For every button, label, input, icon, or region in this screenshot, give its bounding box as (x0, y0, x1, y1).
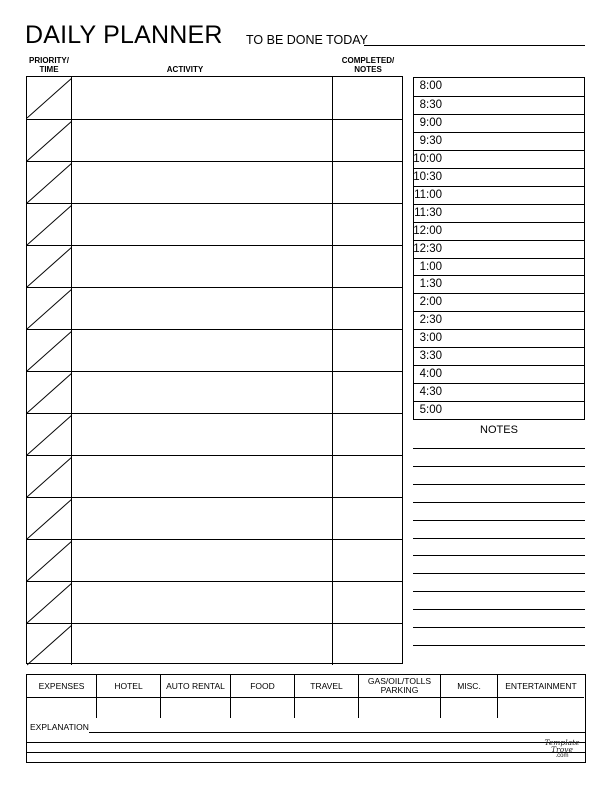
priority-time-cell[interactable] (27, 204, 72, 245)
expense-value-cell[interactable] (441, 697, 498, 718)
activity-cell[interactable] (72, 288, 333, 329)
completed-notes-cell[interactable] (333, 456, 403, 497)
time-slot[interactable] (414, 329, 584, 347)
activity-header: ACTIVITY (166, 65, 204, 74)
time-label: 4:30 (419, 386, 442, 399)
activity-cell[interactable] (72, 372, 333, 413)
todo-label: TO BE DONE TODAY (246, 33, 369, 47)
time-slot[interactable] (414, 132, 584, 150)
activity-cell[interactable] (72, 582, 333, 623)
notes-line[interactable] (413, 448, 585, 449)
time-label: 4:00 (419, 368, 442, 381)
todo-input-line[interactable] (364, 45, 585, 46)
expense-header: GAS/OIL/TOLLS PARKING (359, 675, 441, 697)
expense-header: EXPENSES (27, 675, 97, 697)
time-label: 11:00 (414, 188, 442, 201)
logo-line2: Trove (551, 745, 573, 754)
time-label: 12:30 (413, 242, 442, 255)
priority-time-cell[interactable] (27, 456, 72, 497)
diagonal-divider-icon (27, 582, 72, 624)
diagonal-divider-icon (27, 414, 72, 456)
time-slot[interactable] (414, 365, 584, 383)
time-label: 10:00 (413, 152, 442, 165)
time-slot[interactable] (414, 311, 584, 329)
priority-time-cell[interactable] (27, 77, 72, 119)
explanation-line[interactable] (27, 752, 585, 753)
activity-row (27, 455, 402, 497)
completed-header-line1: COMPLETED/ (341, 56, 395, 65)
diagonal-divider-icon (27, 372, 72, 414)
completed-notes-cell[interactable] (333, 330, 403, 371)
expense-value-cell[interactable] (359, 697, 441, 718)
priority-time-cell[interactable] (27, 414, 72, 455)
notes-line[interactable] (413, 520, 585, 521)
expense-header: AUTO RENTAL (161, 675, 231, 697)
time-label: 3:30 (419, 350, 442, 363)
diagonal-divider-icon (27, 162, 72, 204)
activity-row (27, 245, 402, 287)
activity-cell[interactable] (72, 204, 333, 245)
priority-time-cell[interactable] (27, 582, 72, 623)
priority-time-cell[interactable] (27, 288, 72, 329)
time-slot[interactable] (414, 383, 584, 401)
time-slot[interactable] (414, 96, 584, 114)
completed-notes-cell[interactable] (333, 582, 403, 623)
completed-notes-cell[interactable] (333, 414, 403, 455)
expense-value-cell[interactable] (97, 697, 161, 718)
time-slot[interactable] (414, 275, 584, 293)
notes-line[interactable] (413, 466, 585, 467)
activity-row (27, 413, 402, 455)
activity-row (27, 581, 402, 623)
priority-time-cell[interactable] (27, 624, 72, 665)
activity-cell[interactable] (72, 330, 333, 371)
activity-cell[interactable] (72, 162, 333, 203)
time-label: 11:30 (414, 206, 442, 219)
priority-header-line1: PRIORITY/ (28, 56, 69, 65)
notes-line[interactable] (413, 538, 585, 539)
completed-notes-cell[interactable] (333, 288, 403, 329)
time-slot[interactable] (414, 293, 584, 311)
diagonal-divider-icon (27, 120, 72, 162)
expense-header: HOTEL (97, 675, 161, 697)
expense-header: MISC. (441, 675, 498, 697)
expense-header: FOOD (231, 675, 295, 697)
priority-time-cell[interactable] (27, 246, 72, 287)
activity-row (27, 329, 402, 371)
activity-row (27, 287, 402, 329)
priority-time-cell[interactable] (27, 540, 72, 581)
time-slot[interactable] (414, 78, 584, 96)
time-label: 10:30 (413, 170, 442, 183)
activity-row (27, 539, 402, 581)
priority-time-cell[interactable] (27, 330, 72, 371)
time-label: 3:00 (419, 332, 442, 345)
diagonal-divider-icon (27, 498, 72, 540)
notes-line[interactable] (413, 591, 585, 592)
notes-title: NOTES (480, 424, 518, 436)
notes-line[interactable] (413, 627, 585, 628)
time-label: 9:30 (419, 134, 442, 147)
time-label: 1:30 (419, 278, 442, 291)
activity-cell[interactable] (72, 414, 333, 455)
diagonal-divider-icon (27, 624, 72, 666)
priority-header-line2: TIME (39, 65, 59, 74)
activity-cell[interactable] (72, 77, 333, 119)
time-slot[interactable] (414, 240, 584, 258)
notes-line[interactable] (413, 555, 585, 556)
expense-value-cell[interactable] (498, 697, 584, 718)
time-slot[interactable] (414, 222, 584, 240)
expense-table (26, 674, 586, 763)
time-slot[interactable] (414, 401, 584, 419)
time-label: 8:30 (419, 98, 442, 111)
notes-line[interactable] (413, 609, 585, 610)
activity-row (27, 77, 402, 119)
page-title: DAILY PLANNER (25, 21, 223, 49)
activity-row (27, 497, 402, 539)
completed-notes-cell[interactable] (333, 246, 403, 287)
completed-notes-header (332, 56, 404, 74)
template-trove-logo (543, 739, 581, 760)
time-slot[interactable] (414, 347, 584, 365)
time-slot[interactable] (414, 204, 584, 222)
completed-header-line2: NOTES (354, 65, 382, 74)
time-label: 2:30 (419, 314, 442, 327)
activity-row (27, 371, 402, 413)
time-label: 5:00 (419, 404, 442, 417)
diagonal-divider-icon (27, 204, 72, 246)
logo-line3: .com (555, 753, 569, 759)
time-label: 9:00 (419, 116, 442, 129)
time-slot[interactable] (414, 186, 584, 204)
completed-notes-cell[interactable] (333, 372, 403, 413)
activity-cell[interactable] (72, 498, 333, 539)
completed-notes-cell[interactable] (333, 624, 403, 665)
time-label: 1:00 (419, 260, 442, 273)
completed-notes-cell[interactable] (333, 540, 403, 581)
time-schedule-table (413, 77, 585, 420)
diagonal-divider-icon (27, 540, 72, 582)
diagonal-divider-icon (27, 77, 72, 119)
activity-row (27, 119, 402, 161)
explanation-line[interactable] (89, 732, 585, 733)
diagonal-divider-icon (27, 246, 72, 288)
notes-line[interactable] (413, 645, 585, 646)
activity-row (27, 161, 402, 203)
completed-notes-cell[interactable] (333, 77, 403, 119)
time-label: 12:00 (413, 224, 442, 237)
notes-line[interactable] (413, 484, 585, 485)
activity-cell[interactable] (72, 246, 333, 287)
activity-row (27, 623, 402, 665)
logo-line1: Template (544, 738, 580, 747)
completed-notes-cell[interactable] (333, 162, 403, 203)
activity-cell[interactable] (72, 540, 333, 581)
diagonal-divider-icon (27, 288, 72, 330)
time-slot[interactable] (414, 150, 584, 168)
expense-header: TRAVEL (295, 675, 359, 697)
explanation-label: EXPLANATION (30, 722, 89, 732)
explanation-line[interactable] (27, 742, 585, 743)
time-label: 2:00 (419, 296, 442, 309)
completed-notes-cell[interactable] (333, 204, 403, 245)
priority-time-cell[interactable] (27, 498, 72, 539)
activity-cell[interactable] (72, 624, 333, 665)
expense-value-cell[interactable] (295, 697, 359, 718)
time-label: 8:00 (419, 80, 442, 92)
notes-line[interactable] (413, 573, 585, 574)
activity-table (26, 76, 403, 664)
time-slot[interactable] (414, 168, 584, 186)
expense-value-cell[interactable] (161, 697, 231, 718)
completed-notes-cell[interactable] (333, 120, 403, 161)
notes-line[interactable] (413, 502, 585, 503)
expense-header: ENTERTAINMENT (505, 680, 577, 691)
activity-row (27, 203, 402, 245)
activity-cell[interactable] (72, 456, 333, 497)
expense-value-cell[interactable] (231, 697, 295, 718)
priority-time-cell[interactable] (27, 162, 72, 203)
priority-time-cell[interactable] (27, 372, 72, 413)
time-slot[interactable] (414, 114, 584, 132)
priority-time-header (26, 56, 72, 74)
expense-value-cell[interactable] (27, 697, 97, 718)
priority-time-cell[interactable] (27, 120, 72, 161)
time-slot[interactable] (414, 258, 584, 276)
diagonal-divider-icon (27, 330, 72, 372)
activity-cell[interactable] (72, 120, 333, 161)
diagonal-divider-icon (27, 456, 72, 498)
completed-notes-cell[interactable] (333, 498, 403, 539)
